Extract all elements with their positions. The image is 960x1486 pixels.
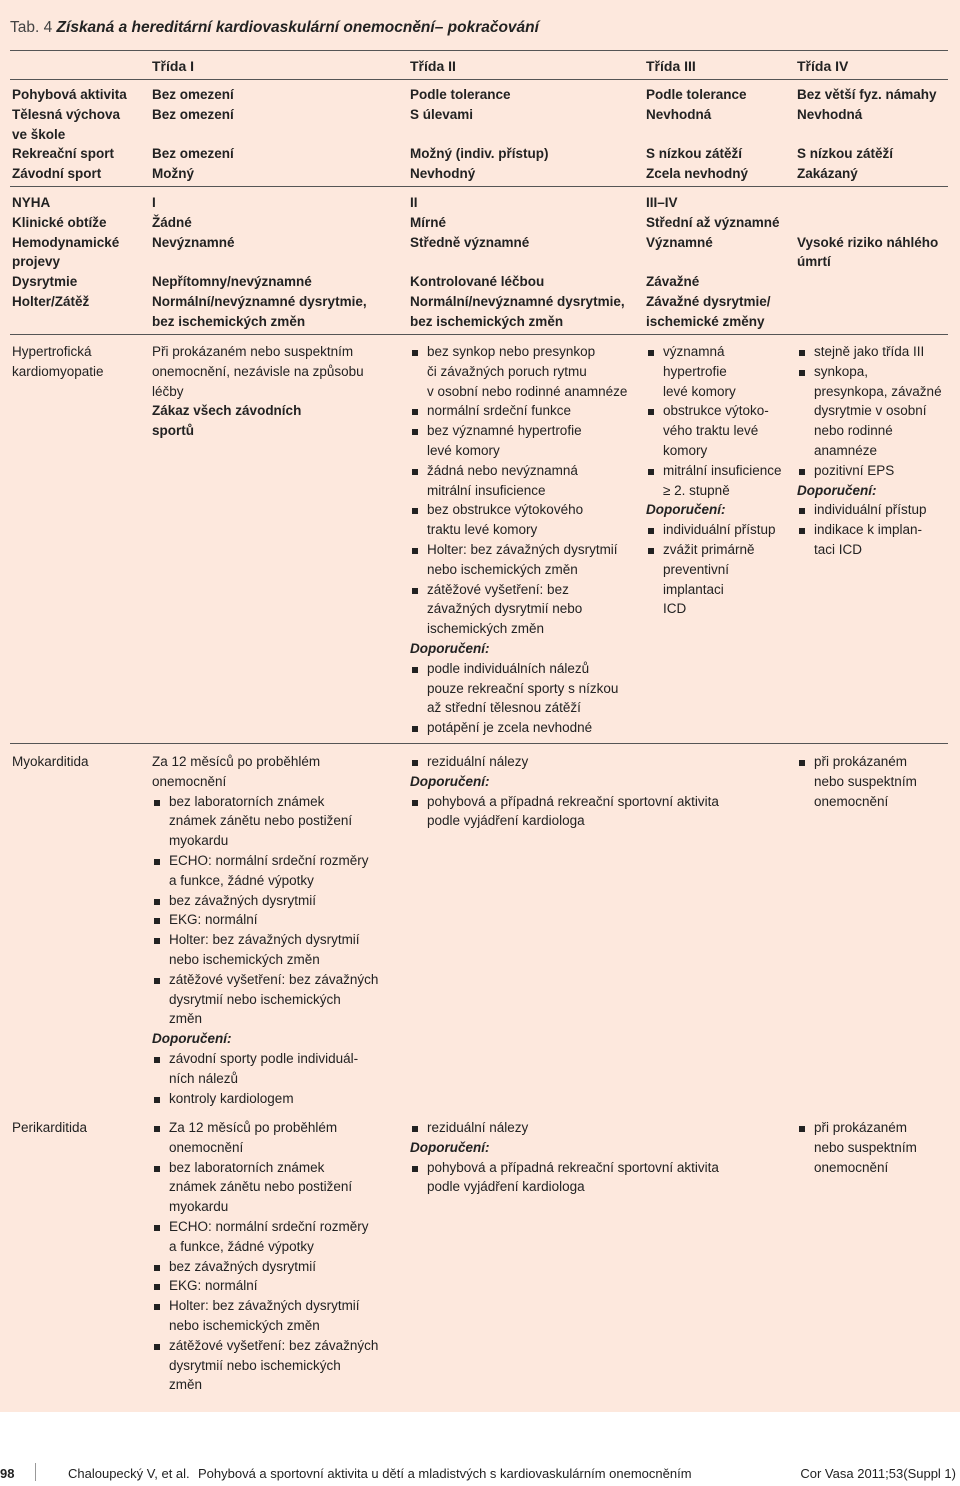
criteria-item-continued: dysrytmií nebo ischemických bbox=[169, 1357, 341, 1373]
recommendation-item-continued: preventivní bbox=[663, 561, 730, 577]
nyha-class-1 bbox=[152, 193, 367, 332]
recommendation-item-continued: implantaci bbox=[663, 581, 724, 597]
myo-class-1-intro bbox=[152, 752, 378, 792]
column-header-class-4: Třída IV bbox=[797, 58, 849, 74]
nyha-value bbox=[797, 312, 938, 332]
nyha-value: Vysoké riziko náhlého bbox=[797, 234, 939, 250]
criteria-item-continued: nebo ischemických změn bbox=[169, 1317, 320, 1333]
activity-value bbox=[797, 125, 937, 145]
criteria-item-continued: změn bbox=[169, 1011, 203, 1027]
nyha-label: Dysrytmie bbox=[12, 274, 78, 290]
nyha-label: Hemodynamické bbox=[12, 234, 120, 250]
myo-class-1-rec-label: Doporučení: bbox=[152, 1031, 232, 1047]
nyha-class-4 bbox=[797, 193, 938, 332]
criteria-item-continued: myokardu bbox=[169, 1199, 229, 1215]
activity-class-1 bbox=[152, 85, 234, 184]
hcm-class-4 bbox=[797, 342, 942, 560]
table-title bbox=[10, 19, 539, 37]
criteria-item-continued: a funkce, žádné výpotky bbox=[169, 1238, 314, 1254]
criteria-item: Holter: bez závažných dysrytmií bbox=[152, 930, 378, 950]
nyha-label: projevy bbox=[12, 254, 61, 270]
recommendation-item: individuální přístup bbox=[646, 520, 782, 540]
criteria-item: EKG: normální bbox=[152, 1276, 378, 1296]
criteria-item-continued: v osobní nebo rodinné anamnéze bbox=[427, 383, 628, 399]
nyha-label: NYHA bbox=[12, 195, 51, 210]
recommendation-item-continued: taci ICD bbox=[814, 541, 863, 557]
recommendation-item-continued: až střední tělesnou zátěží bbox=[427, 700, 581, 716]
criteria-item-continued: traktu levé komory bbox=[427, 522, 538, 538]
nyha-value bbox=[410, 252, 625, 272]
recommendation-item: indikace k implan- bbox=[797, 520, 942, 540]
hcm-label-line: kardiomyopatie bbox=[12, 363, 104, 379]
myo-class-1-criteria bbox=[152, 792, 378, 1030]
activity-value: Bez větší fyz. námahy bbox=[797, 87, 937, 102]
activity-value: Nevhodný bbox=[410, 166, 476, 182]
nyha-value: III–IV bbox=[646, 195, 678, 210]
criteria-item: bez významné hypertrofie bbox=[410, 421, 627, 441]
recommendation-item-continued: ICD bbox=[663, 601, 687, 617]
nyha-value: bez ischemických změn bbox=[410, 313, 564, 329]
page-number: 98 bbox=[0, 1466, 15, 1481]
nyha-value: Závažné bbox=[646, 274, 700, 290]
criteria-item: bez synkop nebo presynkop bbox=[410, 342, 627, 362]
activity-class-3 bbox=[646, 85, 748, 184]
criteria-item: ECHO: normální srdeční rozměry bbox=[152, 1217, 378, 1237]
criteria-item: pozitivní EPS bbox=[797, 461, 942, 481]
hcm-text-line: Při prokázaném nebo suspektním bbox=[152, 344, 354, 359]
myo-class-2-rec-label: Doporučení: bbox=[410, 773, 490, 789]
criteria-item: při prokázaném bbox=[797, 1118, 917, 1138]
nyha-value: úmrtí bbox=[797, 254, 831, 270]
nyha-label: Holter/Zátěž bbox=[12, 293, 90, 309]
criteria-item-continued: závažných dysrytmií nebo bbox=[427, 601, 583, 617]
criteria-item-continued: onemocnění bbox=[814, 1159, 889, 1175]
activity-value bbox=[646, 125, 748, 145]
nyha-value: Kontrolované léčbou bbox=[410, 274, 545, 290]
nyha-labels bbox=[12, 193, 119, 332]
criteria-item-continued: nebo suspektním bbox=[814, 1139, 917, 1155]
peri-class-2 bbox=[410, 1118, 719, 1197]
hcm-class-3-recommendations bbox=[646, 520, 782, 619]
nyha-value bbox=[797, 292, 938, 312]
activity-label: Rekreační sport bbox=[12, 146, 115, 162]
footer-authors: Chaloupecký V, et al. bbox=[68, 1466, 190, 1481]
activity-value: Nevhodná bbox=[646, 106, 712, 122]
criteria-item: reziduální nálezy bbox=[410, 752, 719, 772]
table-title-bar bbox=[0, 0, 960, 60]
myo-class-2 bbox=[410, 752, 719, 831]
criteria-item-continued: známek zánětu nebo postižení bbox=[169, 813, 353, 829]
hcm-class-2-rec-label: Doporučení: bbox=[410, 640, 490, 656]
criteria-item-continued: hypertrofie bbox=[663, 363, 727, 379]
recommendation-item: pohybová a případná rekreační sportovní aktivita bbox=[410, 792, 719, 812]
criteria-item: zátěžové vyšetření: bez závažných bbox=[152, 1336, 378, 1356]
myo-class-4-criteria bbox=[797, 752, 917, 811]
criteria-item-continued: nebo ischemických změn bbox=[169, 951, 320, 967]
nyha-value: Středně významné bbox=[410, 234, 530, 250]
activity-value bbox=[152, 125, 234, 145]
recommendation-item: zvážit primárně bbox=[646, 540, 782, 560]
criteria-item-continued: či závažných poruch rytmu bbox=[427, 363, 587, 379]
criteria-item-continued: mitrální insuficience bbox=[427, 482, 546, 498]
recommendation-item-continued: pouze rekreační sporty s nízkou bbox=[427, 680, 619, 696]
nyha-value bbox=[797, 193, 938, 213]
criteria-item-continued: známek zánětu nebo postižení bbox=[169, 1179, 353, 1195]
criteria-item: bez závažných dysrytmií bbox=[152, 891, 378, 911]
myo-row-label: Myokarditida bbox=[12, 754, 89, 769]
nyha-value bbox=[797, 272, 938, 292]
activity-value: S úlevami bbox=[410, 106, 474, 122]
hcm-class-2 bbox=[410, 342, 627, 738]
criteria-item-continued: myokardu bbox=[169, 833, 229, 849]
criteria-item: normální srdeční funkce bbox=[410, 401, 627, 421]
activity-label: Pohybová aktivita bbox=[12, 87, 127, 102]
activity-value bbox=[410, 125, 549, 145]
myo-class-1-recommendations bbox=[152, 1049, 378, 1108]
myo-class-1 bbox=[152, 752, 378, 1108]
hcm-prohibition-line: Zákaz všech závodních bbox=[152, 403, 302, 419]
hcm-class-1-prohibition bbox=[152, 401, 364, 441]
rule-top bbox=[10, 50, 948, 51]
hcm-text-line: onemocnění, nezávisle na způsobu bbox=[152, 363, 364, 379]
criteria-item-continued: nebo rodinné bbox=[814, 423, 893, 439]
recommendation-item: individuální přístup bbox=[797, 500, 942, 520]
recommendation-item: kontroly kardiologem bbox=[152, 1089, 378, 1109]
peri-class-4 bbox=[797, 1118, 917, 1177]
nyha-value bbox=[797, 213, 938, 233]
recommendation-item-continued: podle vyjádření kardiologa bbox=[427, 1179, 585, 1195]
criteria-item-continued: dysrytmie v osobní bbox=[814, 403, 927, 419]
criteria-item: mitrální insuficience bbox=[646, 461, 782, 481]
nyha-label bbox=[12, 312, 119, 332]
criteria-item: bez laboratorních známek bbox=[152, 792, 378, 812]
nyha-value: II bbox=[410, 195, 418, 210]
criteria-item-continued: onemocnění bbox=[814, 793, 889, 809]
peri-row-label: Perikarditida bbox=[12, 1120, 88, 1135]
table-name: Získaná a hereditární kardiovaskulární onemocnění– pokračování bbox=[56, 19, 539, 36]
myo-class-2-criteria bbox=[410, 752, 719, 772]
criteria-item-continued: vého traktu levé bbox=[663, 423, 759, 439]
hcm-class-1 bbox=[152, 342, 364, 441]
criteria-item-continued: nebo ischemických změn bbox=[427, 561, 578, 577]
hcm-class-2-criteria bbox=[410, 342, 627, 639]
hcm-text-line: léčby bbox=[152, 383, 184, 399]
criteria-item: Holter: bez závažných dysrytmií bbox=[152, 1296, 378, 1316]
criteria-item-continued: nebo suspektním bbox=[814, 773, 917, 789]
recommendation-item-continued: ních nálezů bbox=[169, 1070, 239, 1086]
nyha-value: I bbox=[152, 195, 156, 210]
criteria-item-continued: levé komory bbox=[427, 442, 500, 458]
criteria-item: bez obstrukce výtokového bbox=[410, 500, 627, 520]
criteria-item: bez laboratorních známek bbox=[152, 1158, 378, 1178]
hcm-class-4-criteria bbox=[797, 342, 942, 481]
activity-value: S nízkou zátěží bbox=[646, 146, 743, 162]
hcm-class-4-recommendations bbox=[797, 500, 942, 559]
activity-label: ve škole bbox=[12, 126, 66, 142]
nyha-value bbox=[646, 252, 780, 272]
criteria-item-continued: a funkce, žádné výpotky bbox=[169, 872, 314, 888]
activity-class-2 bbox=[410, 85, 549, 184]
criteria-item: synkopa, bbox=[797, 362, 942, 382]
activity-class-4 bbox=[797, 85, 937, 184]
nyha-value: Nepřítomny/nevýznamné bbox=[152, 274, 312, 290]
activity-label: Závodní sport bbox=[12, 166, 102, 182]
nyha-value: Závažné dysrytmie/ bbox=[646, 293, 771, 309]
hcm-prohibition-line: sportů bbox=[152, 423, 194, 439]
nyha-value: Významné bbox=[646, 234, 713, 250]
column-header-class-1: Třída I bbox=[152, 58, 195, 74]
hcm-class-2-recommendations bbox=[410, 659, 627, 738]
column-header-class-3: Třída III bbox=[646, 58, 696, 74]
criteria-item: obstrukce výtoko- bbox=[646, 401, 782, 421]
activity-value: Možný (indiv. přístup) bbox=[410, 146, 549, 162]
criteria-item: reziduální nálezy bbox=[410, 1118, 719, 1138]
peri-class-1-criteria bbox=[152, 1118, 378, 1395]
rule-hcm bbox=[10, 743, 948, 744]
hcm-class-3 bbox=[646, 342, 782, 619]
criteria-item-continued: presynkopa, závažné bbox=[814, 383, 942, 399]
criteria-item-continued: dysrytmií nebo ischemických bbox=[169, 991, 341, 1007]
criteria-item: žádná nebo nevýznamná bbox=[410, 461, 627, 481]
hcm-class-1-text bbox=[152, 342, 364, 401]
hcm-class-3-rec-label: Doporučení: bbox=[646, 502, 726, 518]
myo-class-2-recommendations bbox=[410, 792, 719, 832]
activity-label: Tělesná výchova bbox=[12, 106, 121, 122]
rule-activity bbox=[10, 186, 948, 187]
nyha-value: Mírné bbox=[410, 214, 447, 230]
hcm-class-4-rec-label: Doporučení: bbox=[797, 482, 877, 498]
peri-class-2-rec-label: Doporučení: bbox=[410, 1139, 490, 1155]
myo-intro-line: onemocnění bbox=[152, 773, 227, 789]
activity-value: Zakázaný bbox=[797, 166, 858, 182]
myo-class-4 bbox=[797, 752, 917, 811]
criteria-item: stejně jako třída III bbox=[797, 342, 942, 362]
myo-intro-line: Za 12 měsíců po proběhlém bbox=[152, 754, 321, 769]
activity-value: S nízkou zátěží bbox=[797, 146, 894, 162]
rule-header bbox=[10, 79, 948, 80]
criteria-item: zátěžové vyšetření: bez bbox=[410, 580, 627, 600]
recommendation-item: závodní sporty podle individuál- bbox=[152, 1049, 378, 1069]
nyha-value: Žádné bbox=[152, 214, 192, 230]
column-header-class-2: Třída II bbox=[410, 58, 456, 74]
peri-class-2-criteria bbox=[410, 1118, 719, 1138]
nyha-class-2 bbox=[410, 193, 625, 332]
activity-value: Zcela nevhodný bbox=[646, 166, 749, 182]
criteria-item: Za 12 měsíců po proběhlém bbox=[152, 1118, 378, 1138]
table-number: Tab. 4 bbox=[10, 19, 53, 36]
criteria-item: bez závažných dysrytmií bbox=[152, 1257, 378, 1277]
criteria-item-continued: levé komory bbox=[663, 383, 736, 399]
activity-value: Možný bbox=[152, 166, 194, 182]
recommendation-item-continued: podle vyjádření kardiologa bbox=[427, 813, 585, 829]
hcm-row-label bbox=[12, 342, 104, 382]
peri-class-2-recommendations bbox=[410, 1158, 719, 1198]
activity-value: Podle tolerance bbox=[410, 87, 511, 102]
nyha-value: Normální/nevýznamné dysrytmie, bbox=[152, 293, 367, 309]
peri-class-1 bbox=[152, 1118, 378, 1395]
nyha-class-3 bbox=[646, 193, 780, 332]
rule-nyha bbox=[10, 334, 948, 335]
criteria-item-continued: změn bbox=[169, 1377, 203, 1393]
criteria-item-continued: ischemických změn bbox=[427, 621, 545, 637]
nyha-value: Střední až významné bbox=[646, 214, 780, 230]
activity-value: Bez omezení bbox=[152, 87, 234, 102]
hcm-class-3-criteria bbox=[646, 342, 782, 500]
nyha-value bbox=[152, 252, 367, 272]
footer-journal: Cor Vasa 2011;53(Suppl 1) bbox=[800, 1466, 956, 1481]
recommendation-item: potápění je zcela nevhodné bbox=[410, 718, 627, 738]
activity-labels bbox=[12, 85, 127, 184]
nyha-value: Nevýznamné bbox=[152, 234, 235, 250]
criteria-item-continued: onemocnění bbox=[169, 1139, 244, 1155]
activity-value: Podle tolerance bbox=[646, 87, 747, 102]
peri-class-4-criteria bbox=[797, 1118, 917, 1177]
nyha-value: bez ischemických změn bbox=[152, 313, 306, 329]
criteria-item-continued: komory bbox=[663, 442, 708, 458]
nyha-value: Normální/nevýznamné dysrytmie, bbox=[410, 293, 625, 309]
criteria-item: ECHO: normální srdeční rozměry bbox=[152, 851, 378, 871]
activity-value: Bez omezení bbox=[152, 146, 234, 162]
activity-value: Bez omezení bbox=[152, 106, 234, 122]
criteria-item: při prokázaném bbox=[797, 752, 917, 772]
nyha-value: ischemické změny bbox=[646, 313, 765, 329]
recommendation-item: pohybová a případná rekreační sportovní aktivita bbox=[410, 1158, 719, 1178]
criteria-item-continued: ≥ 2. stupně bbox=[663, 482, 730, 498]
criteria-item: Holter: bez závažných dysrytmií bbox=[410, 540, 627, 560]
footer-article-title: Pohybová a sportovní aktivita u dětí a mladistvých s kardiovaskulárním onemocněním bbox=[198, 1466, 692, 1481]
criteria-item-continued: anamnéze bbox=[814, 442, 878, 458]
criteria-item: zátěžové vyšetření: bez závažných bbox=[152, 970, 378, 990]
nyha-label: Klinické obtíže bbox=[12, 214, 107, 230]
footer-divider bbox=[35, 1463, 36, 1481]
hcm-label-line: Hypertrofická bbox=[12, 344, 92, 359]
recommendation-item: podle individuálních nálezů bbox=[410, 659, 627, 679]
activity-value: Nevhodná bbox=[797, 106, 863, 122]
criteria-item: EKG: normální bbox=[152, 910, 378, 930]
criteria-item: významná bbox=[646, 342, 782, 362]
